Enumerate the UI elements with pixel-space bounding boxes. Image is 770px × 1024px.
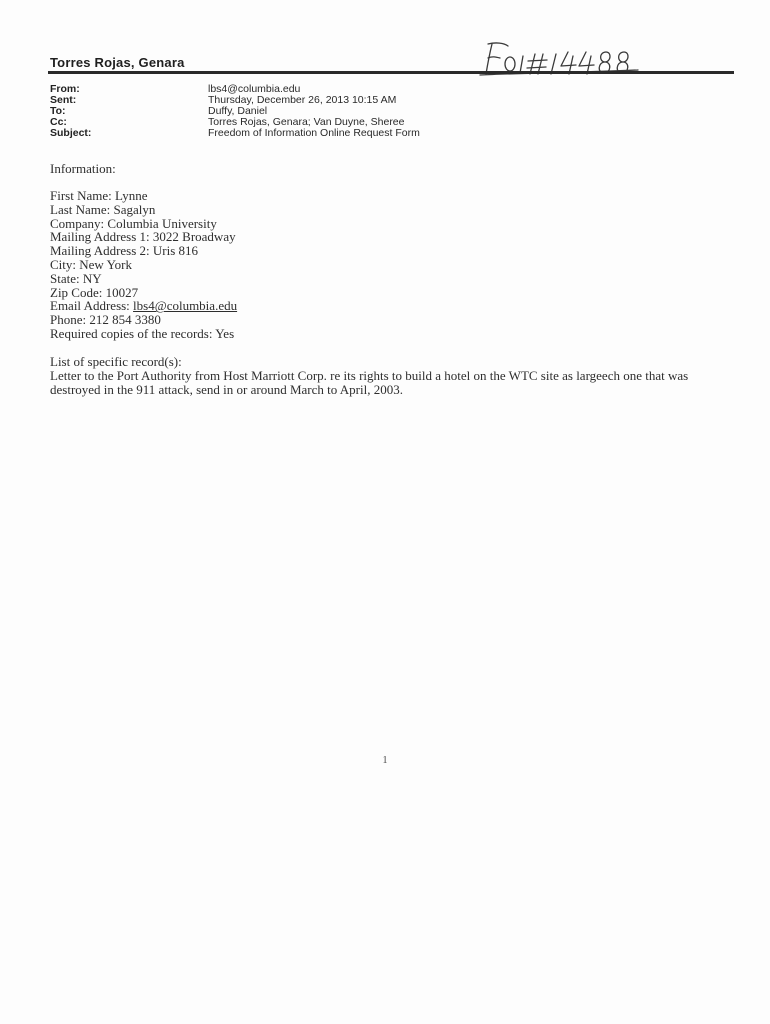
phone-line: Phone: 212 854 3380	[50, 312, 161, 328]
to-value: Duffy, Daniel	[208, 105, 268, 117]
subject-row	[50, 128, 420, 139]
sent-label: Sent:	[50, 94, 77, 106]
company-line: Company: Columbia University	[50, 215, 217, 231]
address1-line: Mailing Address 1: 3022 Broadway	[50, 229, 236, 245]
email-address-label: Email Address:	[50, 298, 134, 314]
subject-label: Subject:	[50, 127, 92, 139]
to-label: To:	[50, 105, 66, 117]
subject-value: Freedom of Information Online Request Form	[208, 127, 420, 139]
address2-line: Mailing Address 2: Uris 816	[50, 243, 199, 259]
last-name-line: Last Name: Sagalyn	[50, 201, 156, 217]
first-name-line: First Name: Lynne	[50, 188, 148, 203]
sender-name: Torres Rojas, Genara	[50, 55, 185, 70]
cc-label: Cc:	[50, 116, 67, 128]
email-header-block	[50, 84, 420, 139]
cc-value: Torres Rojas, Genara; Van Duyne, Sheree	[208, 116, 405, 128]
records-heading: List of specific record(s):	[50, 354, 182, 369]
header-divider	[48, 71, 734, 74]
sent-value: Thursday, December 26, 2013 10:15 AM	[208, 94, 397, 106]
records-section	[50, 355, 730, 396]
page-number: 1	[382, 755, 388, 766]
email-address-link[interactable]: lbs4@columbia.edu	[133, 298, 238, 314]
records-description: Letter to the Port Authority from Host Marriott Corp. re its rights to build a hotel on the WTC site as largeech one that was destroyed in the 911 attack, send in or around March to April, 2003.	[50, 367, 689, 397]
requester-fields	[50, 189, 237, 341]
information-heading: Information:	[50, 161, 116, 176]
email-line	[50, 299, 237, 313]
zip-line: Zip Code: 10027	[50, 284, 139, 300]
city-line: City: New York	[50, 256, 132, 272]
from-value: lbs4@columbia.edu	[208, 83, 301, 95]
from-label: From:	[50, 83, 80, 95]
state-line: State: NY	[50, 270, 102, 286]
copies-line: Required copies of the records: Yes	[50, 325, 235, 341]
